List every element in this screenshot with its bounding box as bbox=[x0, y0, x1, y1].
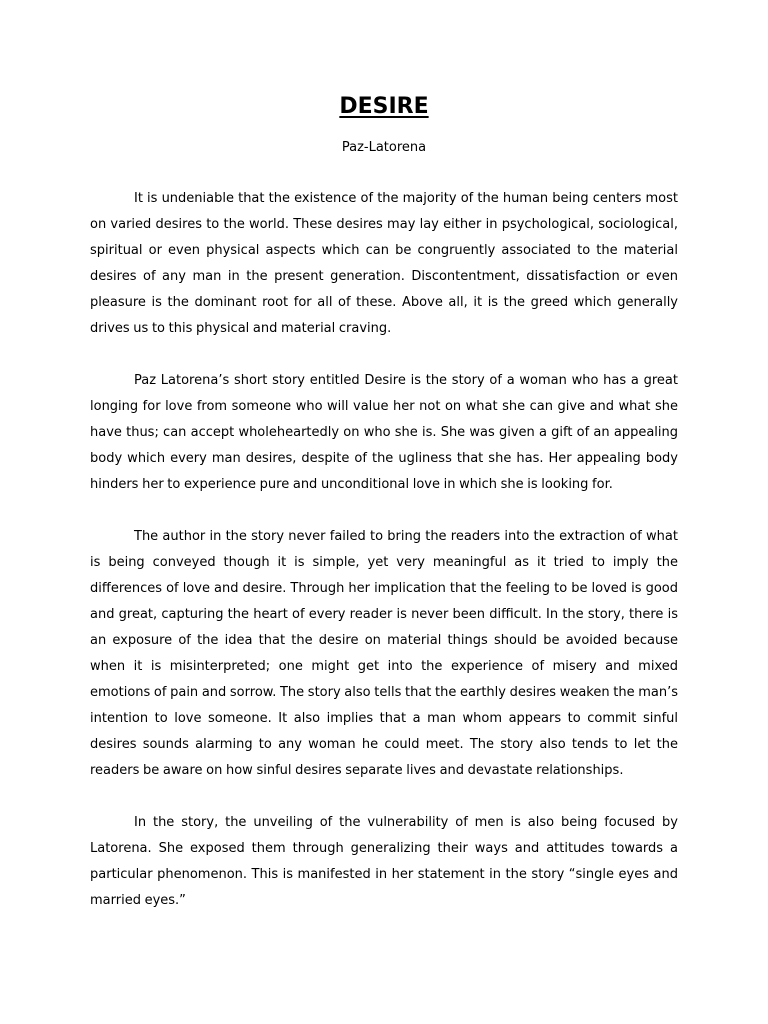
paragraph: Paz Latorena’s short story entitled Desire is the story of a woman who has a great longing for love from someone who will value her not on what she can give and what she have thus; can accept wholeheartedly on who she is. She was given a gift of an appealing body which every man desires, despite of the ugliness that she has. Her appealing body hinders her to experience pure and unconditional love in which she is looking for. bbox=[90, 373, 678, 492]
paragraph: It is undeniable that the existence of the majority of the human being centers most on varied desires to the world. These desires may lay either in psychological, sociological, spiritual or even physical aspects which can be congruently associated to the material desires of any man in the present generation. Discontentment, dissatisfaction or even pleasure is the dominant root for all of these. Above all, it is the greed which generally drives us to this physical and material craving. bbox=[90, 191, 678, 336]
paragraph: In the story, the unveiling of the vulnerability of men is also being focused by Latorena. She exposed them through generalizing their ways and attitudes towards a particular phenomenon. This is manifested in her statement in the story “single eyes and married eyes.” bbox=[90, 815, 678, 908]
document-title: DESIRE bbox=[339, 94, 429, 119]
document-body bbox=[90, 186, 678, 940]
document-author: Paz-Latorena bbox=[341, 140, 427, 155]
paragraph: The author in the story never failed to bring the readers into the extraction of what is being conveyed though it is simple, yet very meaningful as it tried to imply the differences of love and desire. Through her implication that the feeling to be loved is good and great, capturing the heart of every reader is never been difficult. In the story, there is an exposure of the idea that the desire on material things should be avoided because when it is misinterpreted; one might get into the experience of misery and mixed emotions of pain and sorrow. The story also tells that the earthly desires weaken the man’s intention to love someone. It also implies that a man whom appears to commit sinful desires sounds alarming to any woman he could meet. The story also tends to let the readers be aware on how sinful desires separate lives and devastate relationships. bbox=[90, 529, 678, 778]
